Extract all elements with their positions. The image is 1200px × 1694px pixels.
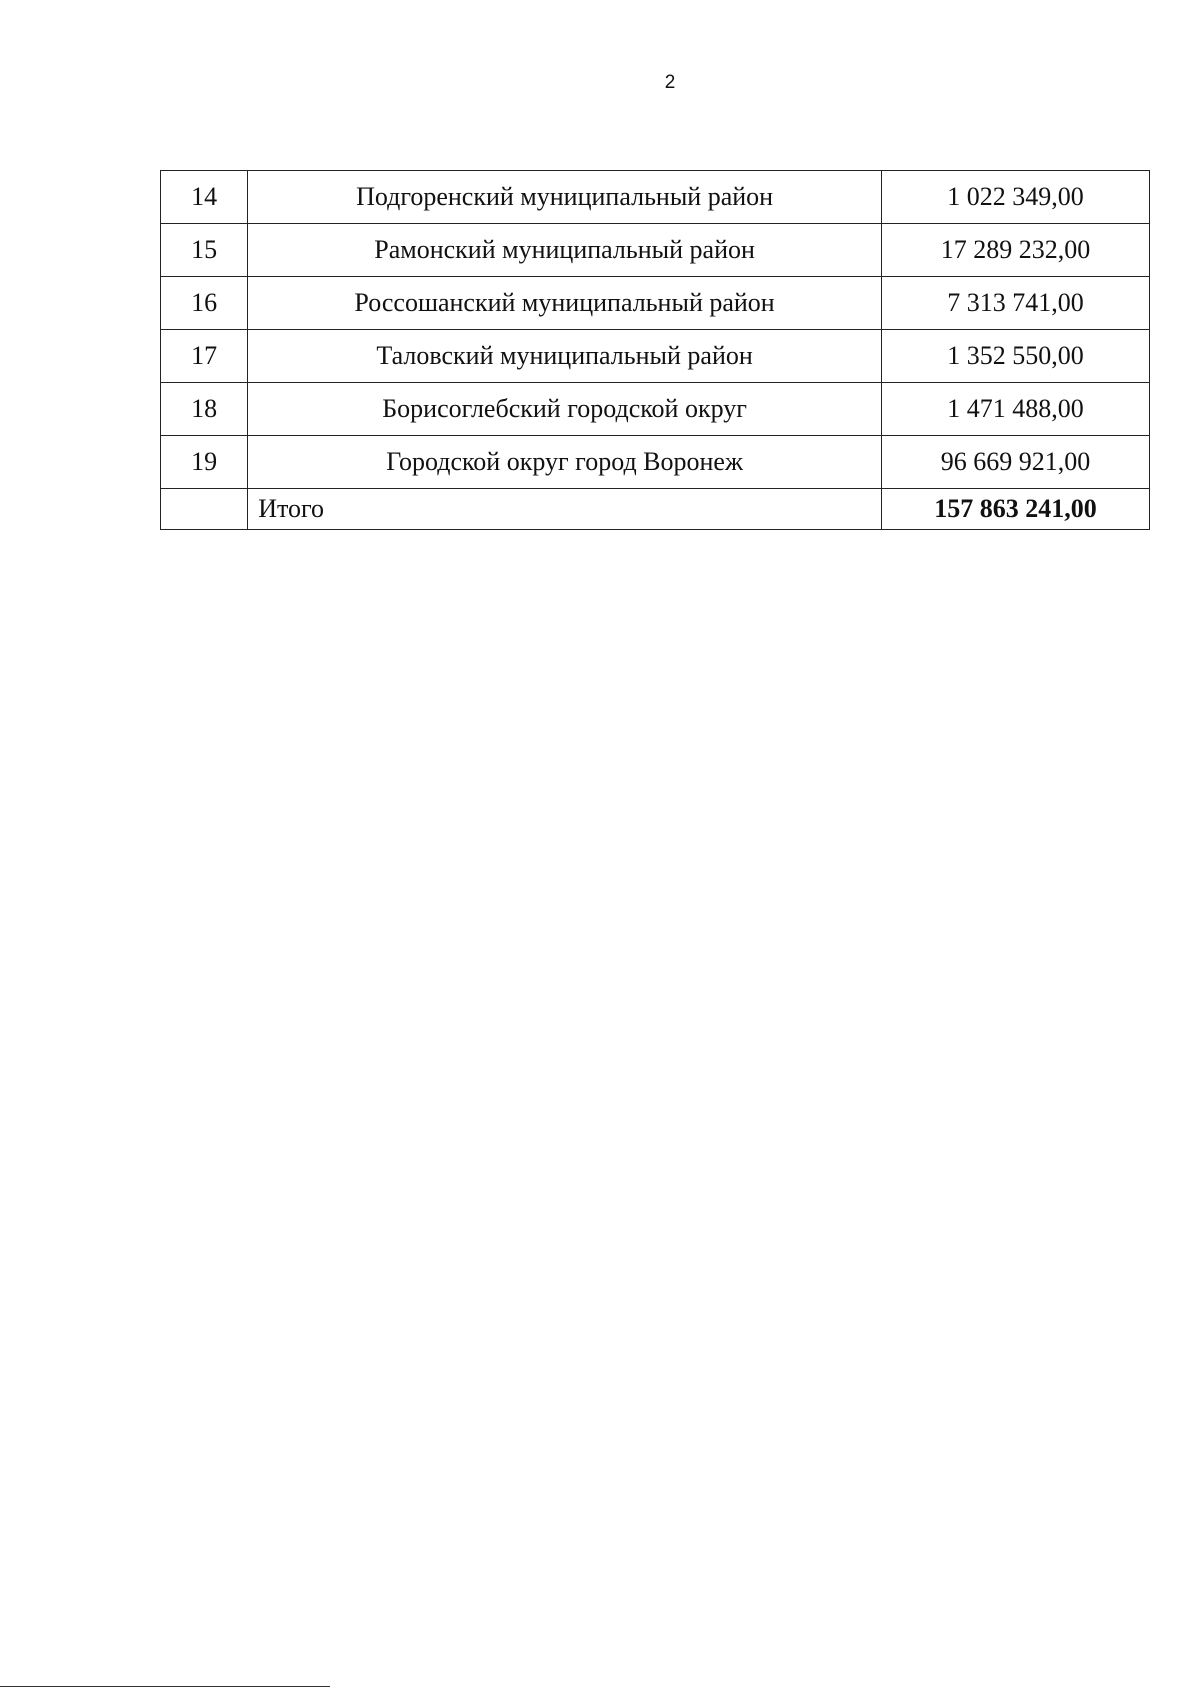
amount-value: 1 352 550,00	[881, 330, 1149, 383]
total-amount: 157 863 241,00	[881, 489, 1149, 530]
municipality-name: Россошанский муниципальный район	[248, 277, 882, 330]
footnote-divider	[0, 1686, 330, 1687]
amount-value: 1 471 488,00	[881, 383, 1149, 436]
table-row	[161, 277, 1150, 330]
municipality-name: Городской округ город Воронеж	[248, 436, 882, 489]
municipality-name: Подгоренский муниципальный район	[248, 171, 882, 224]
page-number: 2	[664, 72, 676, 93]
row-number: 15	[161, 224, 248, 277]
table-row	[161, 171, 1150, 224]
total-empty-cell	[161, 489, 248, 530]
row-number: 17	[161, 330, 248, 383]
row-number: 14	[161, 171, 248, 224]
table-row	[161, 330, 1150, 383]
table-row	[161, 224, 1150, 277]
table-row	[161, 436, 1150, 489]
table-row	[161, 383, 1150, 436]
amount-value: 17 289 232,00	[881, 224, 1149, 277]
row-number: 19	[161, 436, 248, 489]
row-number: 18	[161, 383, 248, 436]
municipality-name: Борисоглебский городской округ	[248, 383, 882, 436]
municipality-name: Таловский муниципальный район	[248, 330, 882, 383]
total-label: Итого	[248, 489, 882, 530]
municipality-name: Рамонский муниципальный район	[248, 224, 882, 277]
row-number: 16	[161, 277, 248, 330]
amount-value: 7 313 741,00	[881, 277, 1149, 330]
total-row	[161, 489, 1150, 530]
amount-value: 1 022 349,00	[881, 171, 1149, 224]
amount-value: 96 669 921,00	[881, 436, 1149, 489]
allocation-table	[160, 170, 1150, 530]
